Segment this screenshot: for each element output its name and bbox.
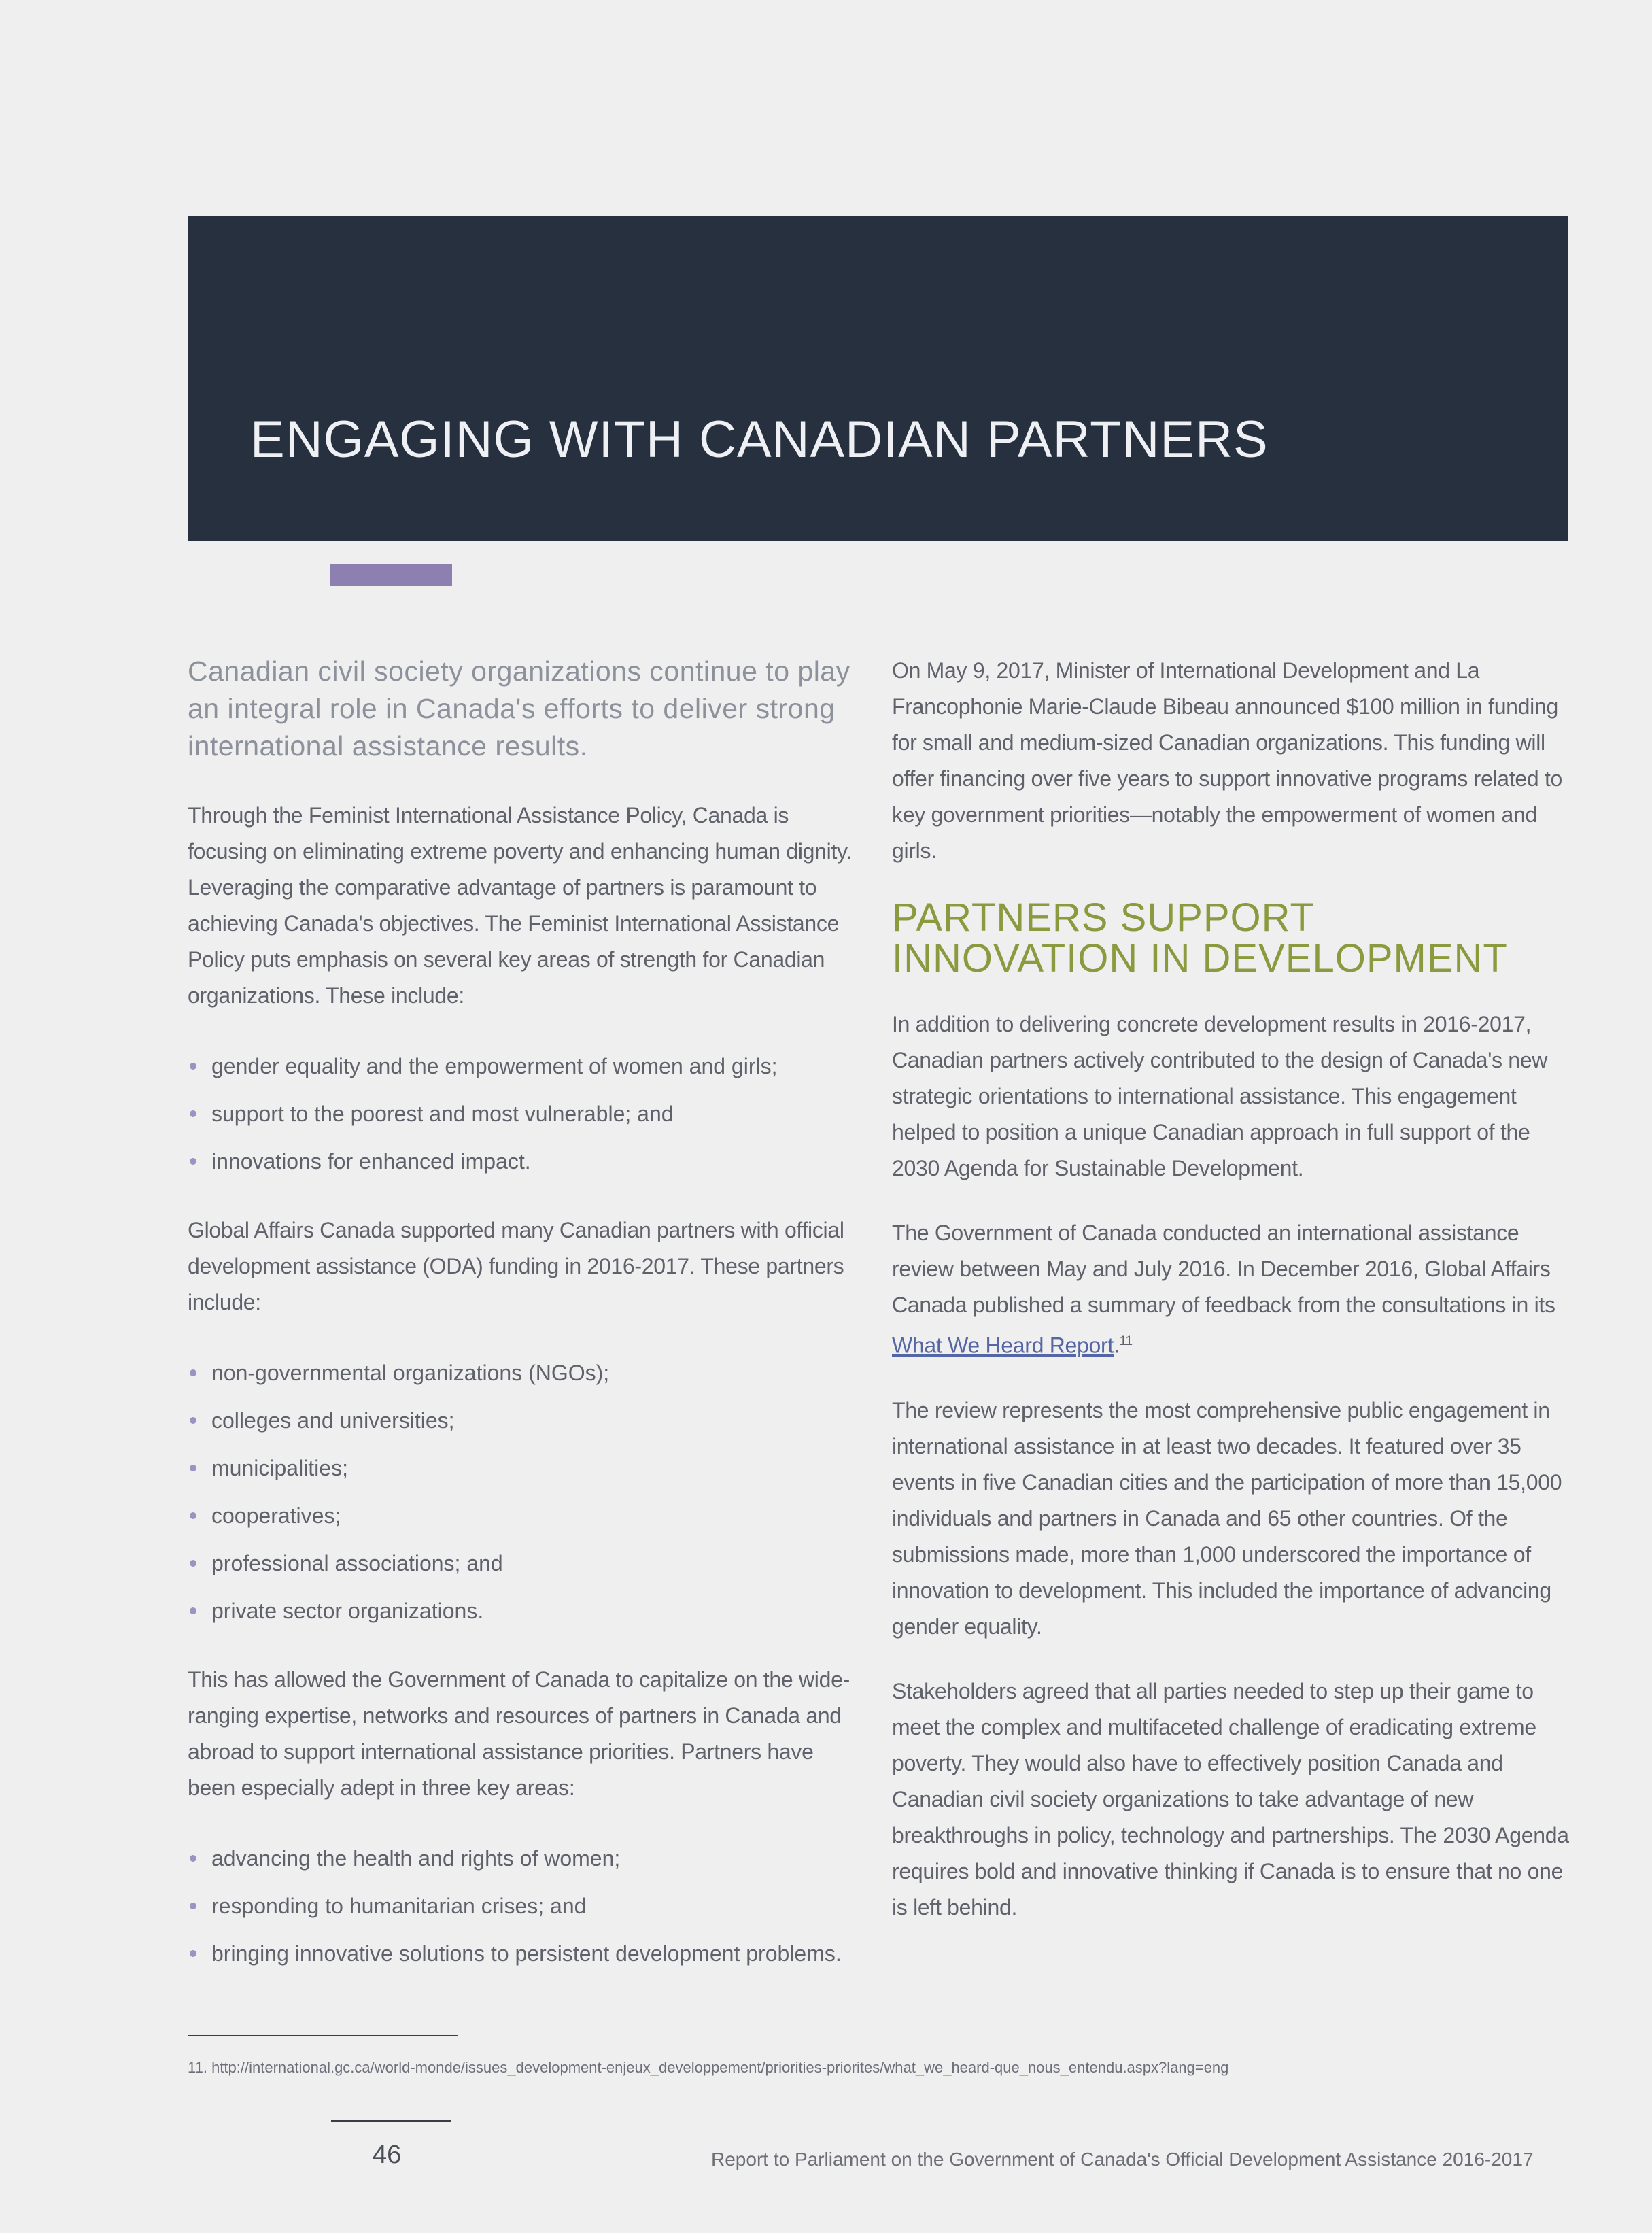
- footnote-divider: [188, 2035, 458, 2036]
- list-item: non-governmental organizations (NGOs);: [188, 1349, 854, 1397]
- footnote: 11. http://international.gc.ca/world-monde/issues_development-enjeux_developpement/priorities-priorites/what_we_heard-que_nous_entendu.aspx?lang=eng: [188, 2059, 1229, 2076]
- body-paragraph: Through the Feminist International Assistance Policy, Canada is focusing on eliminating extreme poverty and enhancing human dignity. Leveraging the comparative advantage of partners is paramount to achieving Canada's objectives. The Feminist International Assistance Policy puts emphasis on several key areas of strength for Canadian organizations. These include:: [188, 803, 852, 1008]
- accent-bar: [330, 564, 452, 586]
- right-column: [892, 653, 1572, 1954]
- page-number-divider: [331, 2120, 451, 2122]
- paragraph-text: The Government of Canada conducted an international assistance review between May and July 2016. In December 2016, Global Affairs Canada published a summary of feedback from the consultations in its: [892, 1221, 1555, 1317]
- list-item: advancing the health and rights of women;: [188, 1835, 854, 1882]
- list-item: support to the poorest and most vulnerable; and: [188, 1090, 854, 1138]
- body-paragraph: The review represents the most comprehensive public engagement in international assistance in at least two decades. It featured over 35 events in five Canadian cities and the participation of more than 15,000 individuals and partners in Canada and 65 other countries. Of the submissions made, more than 1,000 underscored the importance of innovation to development. This included the importance of advancing gender equality.: [892, 1397, 1562, 1639]
- footnote-reference[interactable]: 11: [1119, 1334, 1133, 1348]
- body-paragraph: On May 9, 2017, Minister of International Development and La Francophonie Marie-Claude Bibeau announced $100 million in funding for small and medium-sized Canadian organizations. This funding will offer financing over five years to support innovative programs related to key government priorities—notably the empowerment of women and girls.: [892, 658, 1563, 863]
- body-paragraph: [892, 1215, 1572, 1364]
- left-column: [188, 653, 854, 2005]
- list-item: private sector organizations.: [188, 1587, 854, 1635]
- list-item: cooperatives;: [188, 1492, 854, 1539]
- body-paragraph: Stakeholders agreed that all parties needed to step up their game to meet the complex and multifaceted challenge of eradicating extreme poverty. They would also have to effectively position Canada and Canadian civil society organizations to take advantage of new breakthroughs in policy, technology and partnerships. The 2030 Agenda requires bold and innovative thinking if Canada is to ensure that no one is left behind.: [892, 1678, 1569, 1920]
- page-number: 46: [373, 2141, 402, 2169]
- key-areas-list: [188, 1042, 854, 1185]
- adept-areas-list: [188, 1835, 854, 1977]
- section-heading-line: INNOVATION IN DEVELOPMENT: [892, 936, 1508, 981]
- partners-list: [188, 1349, 854, 1635]
- body-paragraph: Global Affairs Canada supported many Canadian partners with official development assistance (ODA) funding in 2016-2017. These partners include:: [188, 1218, 844, 1314]
- section-heading-line: PARTNERS SUPPORT: [892, 896, 1315, 940]
- running-footer: Report to Parliament on the Government of Canada's Official Development Assistance 2016-2017: [711, 2149, 1534, 2170]
- lead-paragraph: Canadian civil society organizations continue to play an integral role in Canada's efforts to deliver strong international assistance results.: [188, 655, 850, 762]
- list-item: bringing innovative solutions to persistent development problems.: [188, 1930, 854, 1977]
- list-item: colleges and universities;: [188, 1397, 854, 1444]
- list-item: innovations for enhanced impact.: [188, 1138, 854, 1185]
- body-paragraph: This has allowed the Government of Canada to capitalize on the wide-ranging expertise, networks and resources of partners in Canada and abroad to support international assistance priorities. Partners have been especially adept in three key areas:: [188, 1667, 850, 1800]
- what-we-heard-report-link[interactable]: What We Heard Report: [892, 1333, 1114, 1358]
- body-paragraph: In addition to delivering concrete development results in 2016-2017, Canadian partners actively contributed to the design of Canada's new strategic orientations to international assistance. This engagement helped to position a unique Canadian approach in full support of the 2030 Agenda for Sustainable Development.: [892, 1012, 1548, 1180]
- title-banner: [188, 216, 1568, 541]
- list-item: municipalities;: [188, 1444, 854, 1492]
- list-item: responding to humanitarian crises; and: [188, 1882, 854, 1930]
- section-heading: [892, 898, 1572, 979]
- paragraph-text: .: [1114, 1333, 1120, 1358]
- page-title: ENGAGING WITH CANADIAN PARTNERS: [250, 411, 1269, 468]
- list-item: gender equality and the empowerment of women and girls;: [188, 1042, 854, 1090]
- list-item: professional associations; and: [188, 1539, 854, 1587]
